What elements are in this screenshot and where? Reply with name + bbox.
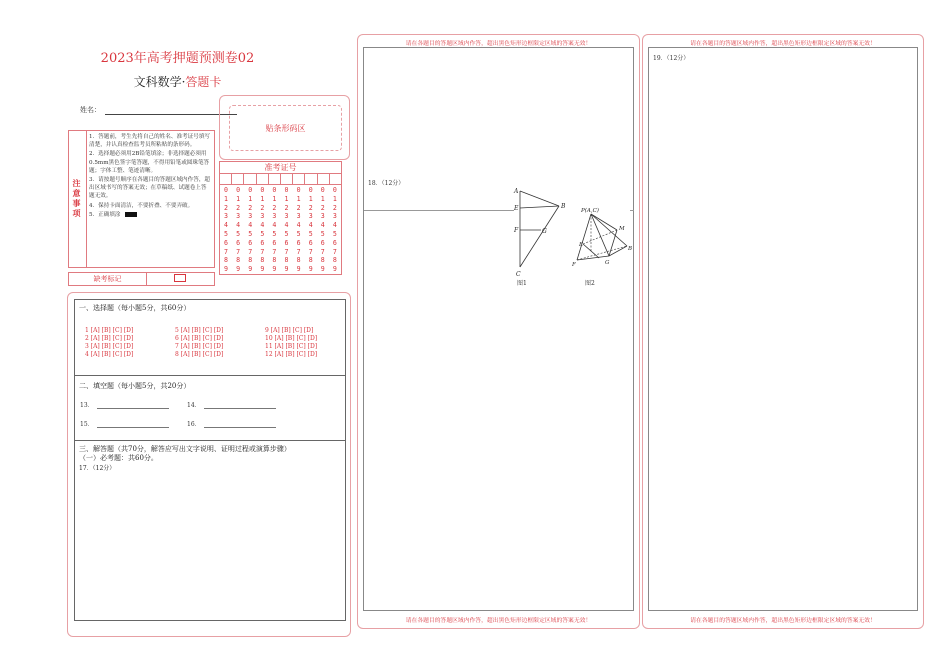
ticket-digit[interactable]: 8 bbox=[296, 256, 301, 265]
warning-top: 请在各题目的答题区域内作答，超出黑色矩形边框限定区域的答案无效！ bbox=[690, 41, 876, 47]
fill-item-13[interactable]: 13． bbox=[80, 400, 169, 409]
ticket-digit[interactable]: 7 bbox=[272, 247, 277, 256]
choice-col-2[interactable] bbox=[175, 327, 223, 359]
ticket-digit[interactable]: 7 bbox=[248, 247, 253, 256]
ticket-digit[interactable]: 3 bbox=[296, 212, 301, 221]
ticket-digit-column[interactable] bbox=[256, 185, 268, 274]
ticket-digit[interactable]: 2 bbox=[296, 203, 301, 212]
ticket-digit-column[interactable] bbox=[305, 185, 317, 274]
section-solution-title: 三、解答题（共70分，解答应写出文字说明、证明过程或演算步骤） bbox=[79, 445, 291, 453]
notice-list bbox=[89, 133, 211, 220]
choice-row[interactable]: 11 [A] [B] [C] [D] bbox=[265, 343, 318, 350]
choice-row[interactable]: 3 [A] [B] [C] [D] bbox=[85, 343, 134, 350]
ticket-digit[interactable]: 6 bbox=[308, 238, 313, 247]
subtitle-main: 文科数学· bbox=[133, 75, 186, 89]
ticket-input-cell[interactable] bbox=[318, 174, 330, 184]
fig2-label: E bbox=[579, 242, 584, 248]
ticket-digit[interactable]: 6 bbox=[224, 238, 229, 247]
ticket-digit[interactable]: 8 bbox=[320, 256, 325, 265]
warning-bottom: 请在各题目的答题区域内作答，超出黑色矩形边框限定区域的答案无效！ bbox=[690, 618, 876, 624]
ticket-digit[interactable]: 9 bbox=[260, 265, 265, 274]
ticket-digit[interactable]: 0 bbox=[260, 186, 265, 194]
choice-row[interactable]: 9 [A] [B] [C] [D] bbox=[265, 327, 314, 334]
ticket-digit[interactable]: 8 bbox=[284, 256, 289, 265]
fig2-label: G bbox=[605, 260, 610, 266]
page-subtitle bbox=[0, 73, 355, 90]
ticket-digit[interactable]: 6 bbox=[272, 238, 277, 247]
choice-row[interactable]: 4 [A] [B] [C] [D] bbox=[85, 351, 134, 358]
ticket-digit[interactable]: 5 bbox=[224, 229, 229, 238]
ticket-digit[interactable]: 5 bbox=[308, 229, 313, 238]
ticket-digit[interactable]: 1 bbox=[308, 194, 313, 203]
ticket-digit[interactable]: 7 bbox=[260, 247, 265, 256]
ticket-digit[interactable]: 6 bbox=[332, 238, 337, 247]
choice-row[interactable]: 7 [A] [B] [C] [D] bbox=[175, 343, 224, 350]
ticket-digit[interactable]: 9 bbox=[332, 265, 337, 274]
divider-left bbox=[364, 210, 514, 211]
ticket-digit[interactable]: 5 bbox=[320, 229, 325, 238]
warning-top: 请在各题目的答题区域内作答，超出黑色矩形边框限定区域的答案无效！ bbox=[405, 41, 592, 47]
ticket-input-cell[interactable] bbox=[293, 174, 305, 184]
ticket-digit[interactable]: 1 bbox=[248, 194, 253, 203]
ticket-digit[interactable]: 2 bbox=[332, 203, 337, 212]
answer-region-2[interactable] bbox=[363, 47, 634, 611]
choice-row[interactable]: 6 [A] [B] [C] [D] bbox=[175, 335, 224, 342]
choice-row[interactable]: 10 [A] [B] [C] [D] bbox=[265, 335, 318, 342]
fig2-label: P(A,C) bbox=[581, 208, 599, 214]
ticket-digit[interactable]: 3 bbox=[332, 212, 337, 221]
ticket-digit[interactable]: 2 bbox=[224, 203, 229, 212]
notice-label: 注意事项 bbox=[69, 131, 87, 267]
ticket-digit[interactable]: 5 bbox=[296, 229, 301, 238]
ticket-digit[interactable]: 8 bbox=[272, 256, 277, 265]
ticket-digit[interactable]: 1 bbox=[224, 194, 229, 203]
missing-checkbox[interactable] bbox=[174, 274, 186, 282]
ticket-digit[interactable]: 3 bbox=[248, 212, 253, 221]
ticket-digit[interactable]: 5 bbox=[248, 229, 253, 238]
ticket-digit[interactable]: 5 bbox=[332, 229, 337, 238]
ticket-digit[interactable]: 9 bbox=[320, 265, 325, 274]
warning-bottom: 请在各题目的答题区域内作答，超出黑色矩形边框限定区域的答案无效！ bbox=[405, 618, 592, 624]
ticket-digit[interactable]: 8 bbox=[260, 256, 265, 265]
ticket-digit[interactable]: 9 bbox=[284, 265, 289, 274]
ticket-digit-column[interactable] bbox=[329, 185, 341, 274]
question-19-label: 19．（12分） bbox=[653, 55, 690, 62]
ticket-digit[interactable]: 3 bbox=[272, 212, 277, 221]
ticket-digit[interactable]: 0 bbox=[284, 186, 289, 194]
ticket-digit[interactable]: 6 bbox=[236, 238, 241, 247]
fig1-label: B bbox=[561, 203, 566, 210]
ticket-digit[interactable]: 2 bbox=[320, 203, 325, 212]
section-choice-title: 一、选择题（每小题5分，共60分） bbox=[79, 304, 191, 312]
subtitle-highlight: 答题卡 bbox=[185, 75, 222, 89]
ticket-digit[interactable]: 2 bbox=[236, 203, 241, 212]
fig1-label: A bbox=[514, 188, 519, 195]
name-label: 姓名： bbox=[80, 106, 101, 114]
ticket-input-cell[interactable] bbox=[232, 174, 244, 184]
ticket-digit[interactable]: 2 bbox=[272, 203, 277, 212]
barcode-label: 贴条形码区 bbox=[229, 105, 342, 151]
ticket-digit[interactable]: 3 bbox=[224, 212, 229, 221]
ticket-digit[interactable]: 0 bbox=[308, 186, 313, 194]
ticket-input-cell[interactable] bbox=[244, 174, 256, 184]
ticket-digit[interactable]: 6 bbox=[320, 238, 325, 247]
ticket-digit[interactable]: 8 bbox=[236, 256, 241, 265]
missing-label: 缺考标记 bbox=[69, 273, 147, 285]
figure-2-diagram bbox=[569, 206, 633, 288]
ticket-digit-column[interactable] bbox=[268, 185, 280, 274]
ticket-digit[interactable]: 3 bbox=[260, 212, 265, 221]
name-field[interactable] bbox=[105, 107, 237, 115]
choice-col-3[interactable] bbox=[265, 327, 317, 359]
ticket-digit[interactable]: 1 bbox=[272, 194, 277, 203]
ticket-digit[interactable]: 9 bbox=[224, 265, 229, 274]
ticket-digit[interactable]: 9 bbox=[272, 265, 277, 274]
fill-item-15[interactable]: 15． bbox=[80, 419, 169, 428]
ticket-digit[interactable]: 4 bbox=[272, 221, 277, 230]
section-fill-title: 二、填空题（每小题5分，共20分） bbox=[79, 382, 191, 390]
ticket-digit[interactable]: 1 bbox=[236, 194, 241, 203]
ticket-digit[interactable]: 9 bbox=[236, 265, 241, 274]
section-solution bbox=[74, 440, 346, 621]
ticket-digit-column[interactable] bbox=[232, 185, 244, 274]
ticket-digit[interactable]: 9 bbox=[308, 265, 313, 274]
ticket-digit[interactable]: 5 bbox=[272, 229, 277, 238]
ticket-digit[interactable]: 5 bbox=[260, 229, 265, 238]
ticket-input-cell[interactable] bbox=[281, 174, 293, 184]
ticket-input-cell[interactable] bbox=[330, 174, 341, 184]
ticket-digit[interactable]: 6 bbox=[248, 238, 253, 247]
ticket-digit[interactable]: 4 bbox=[332, 221, 337, 230]
ticket-digit[interactable]: 5 bbox=[284, 229, 289, 238]
fig1-label: G bbox=[542, 228, 547, 235]
ticket-digit[interactable]: 6 bbox=[296, 238, 301, 247]
ticket-digit[interactable]: 0 bbox=[320, 186, 325, 194]
ticket-digit[interactable]: 8 bbox=[308, 256, 313, 265]
fill-item-16[interactable]: 16． bbox=[187, 419, 276, 428]
fig1-label: C bbox=[516, 271, 521, 278]
ticket-digit[interactable]: 0 bbox=[248, 186, 253, 194]
page-title: 2023年高考押题预测卷02 bbox=[100, 51, 255, 66]
ticket-digit[interactable]: 1 bbox=[332, 194, 337, 203]
ticket-digit[interactable]: 0 bbox=[272, 186, 277, 194]
question-17-label: 17．（12分） bbox=[79, 465, 116, 472]
section-solution-subtitle: （一）必考题：共60分。 bbox=[79, 454, 158, 462]
fig2-caption: 图2 bbox=[585, 280, 595, 287]
ticket-digit[interactable]: 3 bbox=[284, 212, 289, 221]
question-18-label: 18．（12分） bbox=[368, 180, 405, 187]
choice-row[interactable]: 5 [A] [B] [C] [D] bbox=[175, 327, 224, 334]
ticket-input-row[interactable] bbox=[220, 174, 341, 185]
fig1-label: F bbox=[514, 227, 519, 234]
answer-panel-3 bbox=[642, 34, 924, 629]
notice-box bbox=[68, 130, 215, 268]
ticket-digit[interactable]: 6 bbox=[260, 238, 265, 247]
ticket-digit[interactable]: 3 bbox=[308, 212, 313, 221]
choice-row[interactable]: 1 [A] [B] [C] [D] bbox=[85, 327, 134, 334]
ticket-digit[interactable]: 4 bbox=[284, 221, 289, 230]
ticket-digit[interactable]: 4 bbox=[248, 221, 253, 230]
choice-row[interactable]: 12 [A] [B] [C] [D] bbox=[265, 351, 318, 358]
missing-exam-mark bbox=[68, 272, 215, 286]
notice-item: 4．保持卡面清洁，不要折叠、不要弄破。 bbox=[89, 202, 194, 209]
ticket-digit[interactable]: 8 bbox=[248, 256, 253, 265]
ticket-digit[interactable]: 7 bbox=[320, 247, 325, 256]
choice-row[interactable]: 2 [A] [B] [C] [D] bbox=[85, 335, 134, 342]
ticket-digit[interactable]: 8 bbox=[224, 256, 229, 265]
answer-panel-2 bbox=[357, 34, 640, 629]
fill-item-14[interactable]: 14． bbox=[187, 400, 276, 409]
ticket-digit[interactable]: 7 bbox=[236, 247, 241, 256]
ticket-input-cell[interactable] bbox=[269, 174, 281, 184]
notice-item: 2．选择题必须用2B铅笔填涂；非选择题必须用0.5mm黑色签字笔答题，不得用铅笔或圆珠笔答题；字体工整、笔迹清晰。 bbox=[89, 151, 210, 174]
ticket-input-cell[interactable] bbox=[305, 174, 317, 184]
name-row bbox=[80, 105, 237, 115]
ticket-digit-column[interactable] bbox=[244, 185, 256, 274]
ticket-digit[interactable]: 4 bbox=[260, 221, 265, 230]
ticket-digit[interactable]: 4 bbox=[296, 221, 301, 230]
ticket-digit[interactable]: 0 bbox=[224, 186, 229, 194]
section-choice bbox=[74, 299, 346, 376]
ticket-digit[interactable]: 7 bbox=[296, 247, 301, 256]
fig2-label: B bbox=[628, 246, 633, 252]
ticket-input-cell[interactable] bbox=[220, 174, 232, 184]
ticket-digit-columns bbox=[220, 185, 341, 274]
ticket-digit-column[interactable] bbox=[280, 185, 292, 274]
answer-region-3[interactable] bbox=[648, 47, 918, 611]
ticket-digit-column[interactable] bbox=[317, 185, 329, 274]
ticket-digit[interactable]: 0 bbox=[296, 186, 301, 194]
choice-col-1[interactable] bbox=[85, 327, 133, 359]
ticket-digit[interactable]: 4 bbox=[224, 221, 229, 230]
ticket-digit[interactable]: 1 bbox=[320, 194, 325, 203]
ticket-digit[interactable]: 0 bbox=[236, 186, 241, 194]
fig2-label: F bbox=[572, 262, 576, 268]
ticket-digit[interactable]: 4 bbox=[320, 221, 325, 230]
ticket-digit[interactable]: 5 bbox=[236, 229, 241, 238]
notice-item: 5．正确填涂 bbox=[89, 211, 211, 219]
ticket-number-grid bbox=[219, 161, 342, 275]
ticket-label: 准考证号 bbox=[220, 162, 341, 174]
notice-item: 1．答题前，考生先将自己的姓名、准考证号填写清楚，并认真检查监考员所粘贴的条形码。 bbox=[89, 134, 211, 149]
ticket-digit[interactable]: 7 bbox=[224, 247, 229, 256]
ticket-digit-column[interactable] bbox=[293, 185, 305, 274]
fig1-caption: 图1 bbox=[517, 280, 527, 287]
ticket-digit[interactable]: 7 bbox=[308, 247, 313, 256]
choice-row[interactable]: 8 [A] [B] [C] [D] bbox=[175, 351, 224, 358]
ticket-digit[interactable]: 2 bbox=[260, 203, 265, 212]
ticket-digit[interactable]: 2 bbox=[248, 203, 253, 212]
ticket-digit[interactable]: 0 bbox=[332, 186, 337, 194]
filled-mark-example bbox=[125, 212, 137, 217]
ticket-digit[interactable]: 9 bbox=[248, 265, 253, 274]
ticket-digit[interactable]: 9 bbox=[296, 265, 301, 274]
ticket-digit[interactable]: 7 bbox=[332, 247, 337, 256]
ticket-digit[interactable]: 2 bbox=[284, 203, 289, 212]
ticket-digit[interactable]: 1 bbox=[260, 194, 265, 203]
ticket-digit[interactable]: 3 bbox=[236, 212, 241, 221]
fig2-label: M bbox=[619, 226, 625, 232]
ticket-input-cell[interactable] bbox=[257, 174, 269, 184]
answer-area bbox=[67, 292, 351, 637]
ticket-digit[interactable]: 4 bbox=[236, 221, 241, 230]
ticket-digit[interactable]: 7 bbox=[284, 247, 289, 256]
ticket-digit[interactable]: 6 bbox=[284, 238, 289, 247]
barcode-area bbox=[219, 95, 350, 160]
section-fill bbox=[74, 375, 346, 441]
ticket-digit[interactable]: 4 bbox=[308, 221, 313, 230]
ticket-digit[interactable]: 8 bbox=[332, 256, 337, 265]
notice-item: 3．请按题号顺序在各题目的答题区域内作答，超出区域书写的答案无效；在草稿纸、试题卷上答题无效。 bbox=[89, 177, 211, 200]
ticket-digit-column[interactable] bbox=[220, 185, 232, 274]
ticket-digit[interactable]: 2 bbox=[308, 203, 313, 212]
fig1-label: E bbox=[514, 205, 519, 212]
ticket-digit[interactable]: 3 bbox=[320, 212, 325, 221]
ticket-digit[interactable]: 1 bbox=[296, 194, 301, 203]
ticket-digit[interactable]: 1 bbox=[284, 194, 289, 203]
